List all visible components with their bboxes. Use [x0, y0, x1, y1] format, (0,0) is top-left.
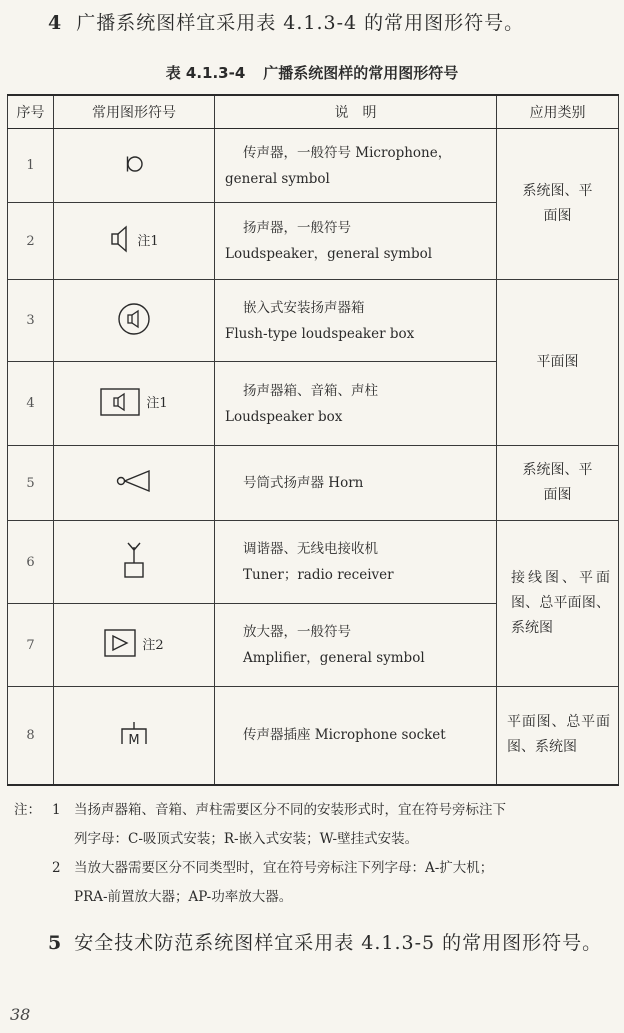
desc-cn: 扬声器，一般符号: [243, 220, 351, 236]
notes-label: 注：: [14, 802, 41, 818]
flush-loudspeaker-box-icon: [117, 302, 151, 336]
row-seq: 1: [8, 129, 54, 203]
row-description: [215, 203, 497, 280]
row-description: [215, 604, 497, 687]
section-heading-4: [48, 8, 618, 35]
desc-cn: 扬声器箱、音箱、声柱: [243, 382, 378, 399]
header-seq: 序号: [8, 95, 54, 129]
note-text-cont: PRA-前置放大器；AP-功率放大器。: [74, 889, 293, 905]
row-seq: 7: [8, 604, 54, 687]
category-cell: 接线图、平面图、总平面图、系统图: [497, 521, 619, 687]
microphone-socket-icon: [119, 720, 149, 746]
category-cell: 系统图、平面图: [497, 446, 619, 521]
desc-cn: 号筒式扬声器 Horn: [243, 475, 364, 491]
desc-cn: 调谐器、无线电接收机: [243, 541, 378, 557]
row-seq: 6: [8, 521, 54, 604]
table-title: [0, 62, 624, 83]
row-description: [215, 362, 497, 446]
desc-en: Flush-type loudspeaker box: [225, 325, 415, 342]
header-symbol: 常用图形符号: [54, 95, 215, 129]
table-header-row: [8, 95, 619, 129]
note-number: 2: [52, 860, 61, 876]
row-description: [215, 129, 497, 203]
amplifier-icon: [104, 629, 136, 657]
heading-number: 4: [48, 12, 63, 34]
header-category: 应用类别: [497, 95, 619, 129]
table-number: 表 4.1.3-4: [165, 64, 246, 82]
note-marker: 注2: [142, 637, 164, 653]
note-marker: 注1: [146, 396, 168, 411]
table-row: [8, 687, 619, 785]
loudspeaker-box-icon: [100, 388, 140, 416]
header-description: 说 明: [215, 95, 497, 129]
row-description: [215, 446, 497, 521]
desc-cn: 传声器，一般符号 Microphone，: [243, 144, 452, 161]
socket-letter: M: [128, 733, 140, 747]
desc-cn: 传声器插座 Microphone socket: [243, 727, 446, 744]
paragraph-number: 5: [48, 932, 63, 954]
microphone-icon: [123, 153, 145, 175]
row-description: [215, 687, 497, 785]
row-description: [215, 280, 497, 362]
desc-cn: 嵌入式安装扬声器箱: [243, 299, 365, 316]
desc-cn: 放大器，一般符号: [243, 624, 351, 640]
desc-en: Amplifier，general symbol: [243, 650, 425, 666]
heading-text: 广播系统图样宜采用表 4.1.3-4 的常用图形符号。: [76, 12, 525, 34]
desc-en: Loudspeaker，general symbol: [225, 246, 433, 262]
category-cell: 平面图: [497, 280, 619, 446]
desc-en: general symbol: [225, 170, 330, 187]
row-seq: 2: [8, 203, 54, 280]
note-marker: 注1: [137, 233, 159, 249]
tuner-icon: [121, 541, 147, 579]
note-text: 当放大器需要区分不同类型时，宜在符号旁标注下列字母：A-扩大机；: [74, 860, 494, 876]
table-row: [8, 129, 619, 203]
row-seq: 5: [8, 446, 54, 521]
row-description: [215, 521, 497, 604]
table-row: [8, 280, 619, 362]
desc-en: Loudspeaker box: [225, 408, 343, 425]
table-title-text: 广播系统图样的常用图形符号: [263, 64, 459, 82]
table-row: [8, 521, 619, 604]
table-notes: [14, 796, 618, 912]
row-seq: 3: [8, 280, 54, 362]
table-row: [8, 446, 619, 521]
note-number: 1: [52, 802, 61, 818]
note-text: 当扬声器箱、音箱、声柱需要区分不同的安装形式时，宜在符号旁标注下: [74, 802, 506, 818]
symbol-table: [7, 94, 619, 786]
row-seq: 4: [8, 362, 54, 446]
row-seq: 8: [8, 687, 54, 785]
desc-en: Tuner；radio receiver: [243, 567, 394, 583]
page-number: 38: [10, 1005, 31, 1024]
note-text-cont: 列字母：C-吸顶式安装；R-嵌入式安装；W-壁挂式安装。: [74, 831, 419, 847]
category-cell: 系统图、平面图: [497, 129, 619, 280]
loudspeaker-icon: [109, 224, 131, 254]
category-cell: 平面图、总平面图、系统图: [497, 687, 619, 785]
paragraph-text: 安全技术防范系统图样宜采用表 4.1.3-5 的常用图形符号。: [74, 932, 603, 954]
section-paragraph-5: [10, 926, 616, 960]
horn-icon: [116, 469, 152, 493]
